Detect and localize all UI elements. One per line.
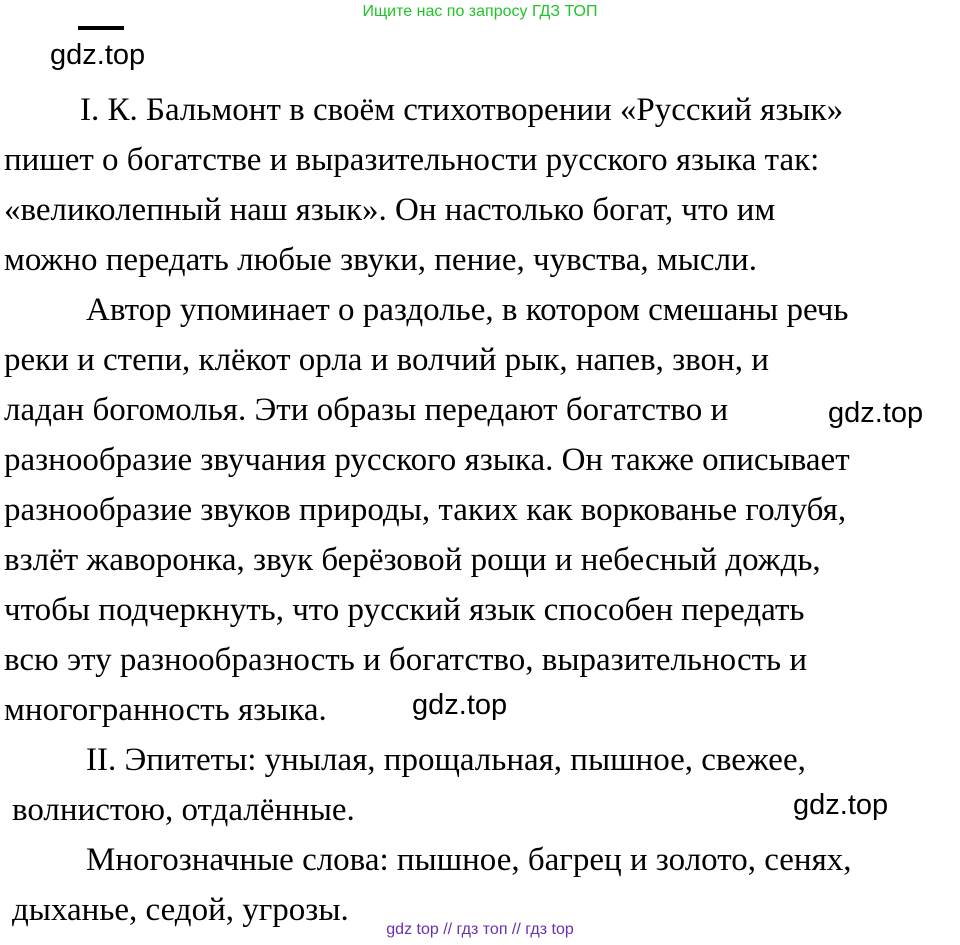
text-line: Многозначные слова: пышное, багрец и золото, сенях, bbox=[86, 842, 852, 878]
footer-links[interactable]: gdz top // гдз топ // гдз top bbox=[386, 921, 574, 938]
text-line: разнообразие звуков природы, таких как воркованье голубя, bbox=[4, 492, 847, 528]
top-banner-link[interactable]: Ищите нас по запросу ГДЗ ТОП bbox=[362, 3, 598, 20]
text-line: всю эту разнообразность и богатство, выразительность и bbox=[4, 642, 807, 678]
text-line: ладан богомолья. Эти образы передают богатство и bbox=[4, 392, 729, 428]
text-line: можно передать любые звуки, пение, чувства, мысли. bbox=[4, 242, 757, 278]
text-line: II. Эпитеты: унылая, прощальная, пышное, свежее, bbox=[86, 742, 806, 778]
text-line: I. К. Бальмонт в своём стихотворении «Русский язык» bbox=[80, 92, 844, 128]
text-line: «великолепный наш язык». Он настолько богат, что им bbox=[4, 192, 776, 228]
watermark: gdz.top bbox=[412, 689, 508, 721]
text-line: дыханье, седой, угрозы. bbox=[12, 892, 349, 928]
text-line: взлёт жаворонка, звук берёзовой рощи и небесный дождь, bbox=[4, 542, 821, 578]
watermark: gdz.top bbox=[793, 789, 889, 821]
text-line: пишет о богатстве и выразительности русского языка так: bbox=[4, 142, 820, 178]
text-line: реки и степи, клёкот орла и волчий рык, напев, звон, и bbox=[4, 342, 769, 378]
text-line: волнистою, отдалённые. bbox=[12, 792, 355, 828]
text-line: разнообразие звучания русского языка. Он также описывает bbox=[4, 442, 850, 478]
text-line: чтобы подчеркнуть, что русский язык способен передать bbox=[4, 592, 805, 628]
watermark: gdz.top bbox=[828, 397, 924, 429]
top-divider-bar bbox=[78, 26, 124, 30]
text-line: Автор упоминает о раздолье, в котором смешаны речь bbox=[86, 292, 849, 328]
watermark: gdz.top bbox=[50, 39, 146, 71]
text-line: многогранность языка. bbox=[4, 692, 327, 728]
